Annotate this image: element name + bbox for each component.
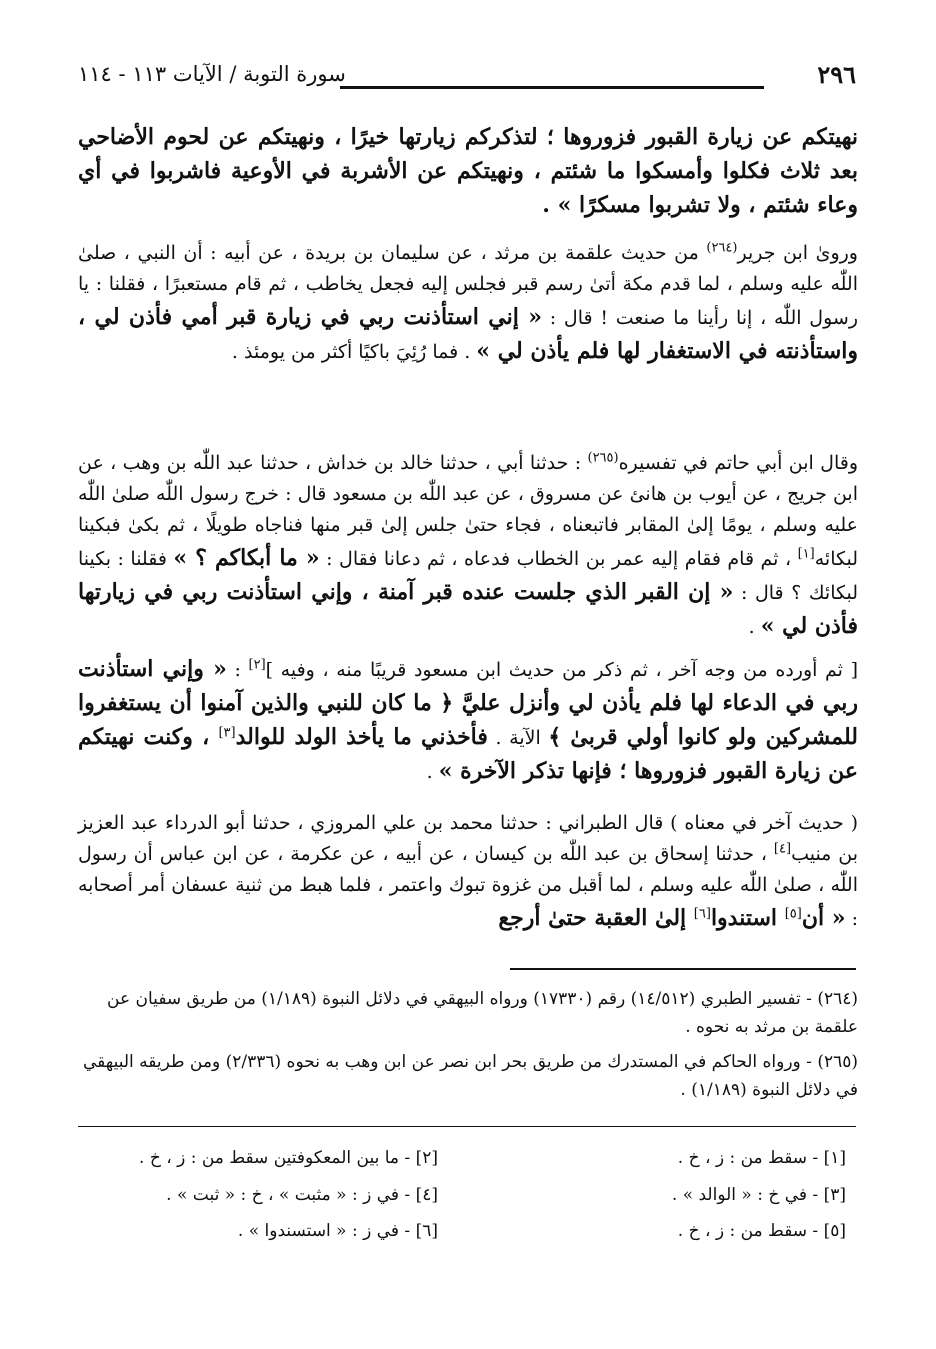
paragraph-ibn-jarir	[78, 238, 858, 368]
paragraph-tabarani	[78, 808, 858, 935]
critical-note-3: [٣] - في خ : « الوالد » .	[671, 1185, 846, 1205]
text-run: . فما رُئِيَ باكيًا أكثر من يومئذ .	[231, 341, 477, 363]
text-run: الآية .	[487, 727, 549, 749]
note-ref: [٤]	[773, 841, 792, 857]
hadith-quote: « إن القبر الذي جلست عنده قبر آمنة ، وإني استأذنت ربي في زيارتها فأذن لي »	[78, 579, 858, 639]
note-ref: [٣]	[218, 725, 236, 741]
hadith-quote: « ما أبكاكم ؟ »	[173, 545, 320, 571]
note-ref: [٦]	[693, 906, 711, 922]
paragraph-other-route	[78, 652, 858, 788]
note-ref: [٥]	[784, 906, 802, 922]
note-ref: [٢]	[248, 657, 266, 673]
footnote-ref: (٢٦٥)	[587, 450, 619, 466]
running-title: سورة التوبة / الآيات ١١٣ - ١١٤	[78, 62, 346, 86]
paragraph-hadith-continuation	[78, 120, 858, 222]
text-run: ( حديث آخر في معناه ) قال الطبراني : حدثنا محمد بن علي المروزي ، حدثنا أبو الدرداء عبد العزيز بن منيب	[78, 812, 859, 865]
footnote-separator	[510, 968, 856, 970]
hadith-quote: إلىٰ العقبة حتىٰ أرجع	[498, 905, 694, 931]
text-run: :	[226, 659, 249, 681]
notes-separator	[78, 1126, 856, 1127]
critical-note-1: [١] - سقط من : ز ، خ .	[677, 1148, 846, 1168]
footnote-265: (٢٦٥) - ورواه الحاكم في المستدرك من طريق بحر ابن نصر عن ابن وهب به نحوه (٢/٣٣٦) ومن طريقه البيهقي في دلائل النبوة (١/١٨٩) .	[83, 1052, 858, 1100]
hadith-quote: « أن	[801, 905, 846, 931]
hadith-quote: « وإني استأذنت ربي في الدعاء لها فلم يأذن لي وأنزل عليَّ ﴿ ما كان للنبي والذين آمنوا أن يستغفروا للمشركين ولو كانوا أولي قربىٰ ﴾	[78, 656, 859, 750]
text-run: .	[426, 761, 439, 783]
text-run: وقال ابن أبي حاتم في تفسيره	[618, 452, 858, 474]
text-run: : حدثنا أبي ، حدثنا خالد بن خداش ، حدثنا عبد اللّٰه بن وهب ، عن ابن جريج ، عن أيوب بن هانئ عن مسروق ، عن عبد اللّٰه بن مسعود قال : خرج رسول اللّٰه صلىٰ اللّٰه عليه وسلم ، يومًا إلىٰ المقابر فاتبعناه ، فجاء حتىٰ جلس إلىٰ قبر منها فناجاه طويلًا ، ثم بكىٰ فبكينا لبكائه	[78, 452, 858, 570]
header-rule	[340, 86, 764, 89]
hadith-quote: « إني استأذنت ربي في زيارة قبر أمي فأذن لي ، واستأذنته في الاستغفار لها فلم يأذن لي »	[78, 304, 858, 364]
hadith-quote: فأخذني ما يأخذ الولد للوالد	[235, 724, 488, 750]
critical-note-4: [٤] - في ز : « مثبت » ، خ : « ثبت » .	[166, 1185, 438, 1205]
critical-note-2: [٢] - ما بين المعكوفتين سقط من : ز ، خ .	[139, 1148, 438, 1168]
text-run: ، ثم قام فقام إليه عمر بن الخطاب فدعاه ، ثم دعانا فقال :	[319, 548, 798, 570]
paragraph-text: نهيتكم عن زيارة القبور فزوروها ؛ لتذكركم زيارتها خيرًا ، ونهيتكم عن لحوم الأضاحي بعد ثلاث فكلوا وأمسكوا ما شئتم ، ونهيتكم عن الأشربة في الأوعية فاشربوا في أي وعاء شئتم ، ولا تشربوا مسكرًا » .	[78, 124, 858, 218]
hadith-quote: ، وكنت نهيتكم عن زيارة القبور فزوروها ؛ فإنها تذكر الآخرة »	[78, 724, 858, 784]
critical-note-5: [٥] - سقط من : ز ، خ .	[677, 1221, 846, 1241]
text-run: وروىٰ ابن جرير	[737, 242, 858, 264]
text-run: [ ثم أورده من وجه آخر ، ثم ذكر من حديث ابن مسعود قريبًا منه ، وفيه ]	[265, 659, 858, 681]
text-run: .	[748, 616, 761, 638]
critical-note-6: [٦] - في ز : « استسندوا » .	[237, 1221, 438, 1241]
footnote-264: (٢٦٤) - تفسير الطبري (١٤/٥١٢) رقم (١٧٣٣٠) ورواه البيهقي في دلائل النبوة (١/١٨٩) من طريق سفيان عن علقمة بن مرثد به نحوه .	[107, 989, 858, 1037]
hadith-quote: استندوا	[710, 905, 785, 931]
text-run: فقلنا : بكينا لبكائك ؟ قال :	[78, 548, 858, 604]
note-ref: [١]	[797, 546, 815, 562]
text-run: من حديث علقمة بن مرثد ، عن سليمان بن بريدة ، عن أبيه : أن النبي ، صلىٰ اللّٰه عليه وسلم ، لما قدم مكة أتىٰ رسم قبر فجلس إليه فجعل يخاطب ، ثم قام مستعبرًا ، فقلنا : يا رسول اللّٰه ، إنا رأينا ما صنعت ! قال :	[78, 242, 859, 329]
paragraph-ibn-abi-hatim	[78, 448, 858, 643]
footnote-ref: (٢٦٤)	[706, 240, 738, 256]
page-header	[78, 58, 856, 98]
page-number: ٢٩٦	[817, 60, 856, 89]
text-run: ، حدثنا إسحاق بن عبد اللّٰه بن كيسان ، عن أبيه ، عن عكرمة ، عن ابن عباس أن رسول اللّٰه ، صلىٰ اللّٰه عليه وسلم ، لما أقبل من غزوة تبوك واعتمر ، فلما هبط من ثنية عسفان أمر أصحابه :	[78, 843, 858, 930]
